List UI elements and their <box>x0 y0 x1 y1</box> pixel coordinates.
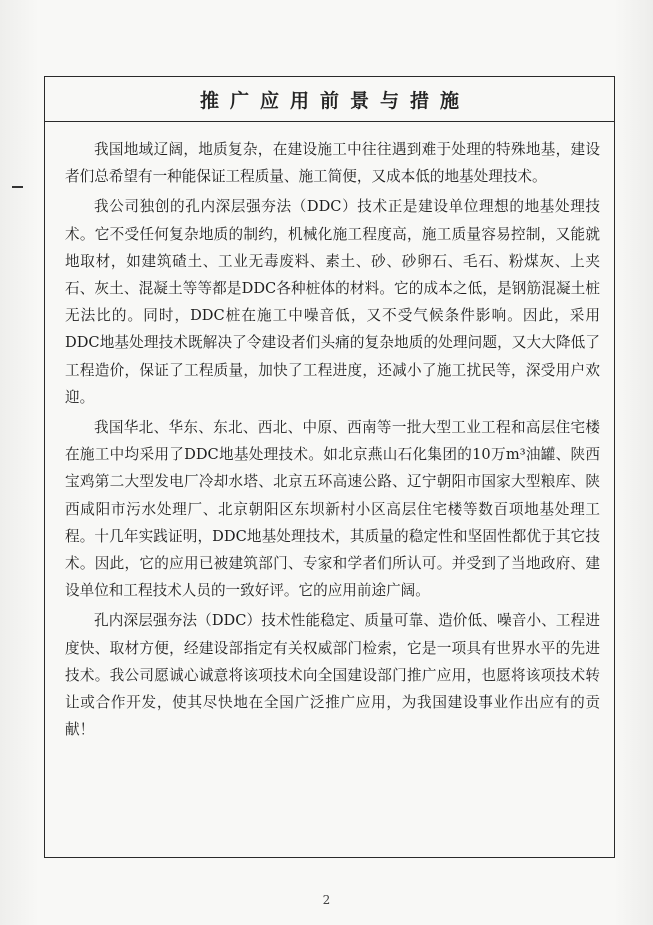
title-bar <box>45 77 614 122</box>
paragraph: 孔内深层强夯法（DDC）技术性能稳定、质量可靠、造价低、噪音小、工程进度快、取材方便，经建设部指定有关权威部门检索，它是一项具有世界水平的先进技术。我公司愿诚心诚意将该项技术向全国建设部门推广应用，也愿将该项技术转让或合作开发，使其尽快地在全国广泛推广应用，为我国建设事业作出应有的贡献！ <box>65 612 600 739</box>
paragraph: 我国地域辽阔，地质复杂，在建设施工中往往遇到难于处理的特殊地基，建设者们总希望有一种能保证工程质量、施工简便，又成本低的地基处理技术。 <box>65 141 600 186</box>
page-number: 2 <box>322 893 331 907</box>
margin-mark <box>12 186 23 188</box>
content-frame <box>44 76 615 858</box>
page-title: 推广应用前景与措施 <box>199 89 470 112</box>
body-text <box>45 122 614 743</box>
paragraph: 我国华北、华东、东北、西北、中原、西南等一批大型工业工程和高层住宅楼在施工中均采用了DDC地基处理技术。如北京燕山石化集团的10万m³油罐、陕西宝鸡第二大型发电厂冷却水塔、北京五环高速公路、辽宁朝阳市国家大型粮库、陕西咸阳市污水处理厂、北京朝阳区东坝新村小区高层住宅楼等数百项地基处理工程。十几年实践证明，DDC地基处理技术，其质量的稳定性和坚固性都优于其它技术。因此，它的应用已被建筑部门、专家和学者们所认可。并受到了当地政府、建设单位和工程技术人员的一致好评。它的应用前途广阔。 <box>65 419 600 600</box>
paragraph: 我公司独创的孔内深层强夯法（DDC）技术正是建设单位理想的地基处理技术。它不受任何复杂地质的制约，机械化施工程度高，施工质量容易控制，又能就地取材，如建筑碴土、工业无毒废料、素土、砂、砂卵石、毛石、粉煤灰、上夹石、灰土、混凝土等等都是DDC各种桩体的材料。它的成本之低，是钢筋混凝土桩无法比的。同时，DDC桩在施工中噪音低，又不受气候条件影响。因此，采用DDC地基处理技术既解决了令建设者们头痛的复杂地质的处理问题，又大大降低了工程造价，保证了工程质量，加快了工程进度，还减小了施工扰民等，深受用户欢迎。 <box>65 198 600 406</box>
